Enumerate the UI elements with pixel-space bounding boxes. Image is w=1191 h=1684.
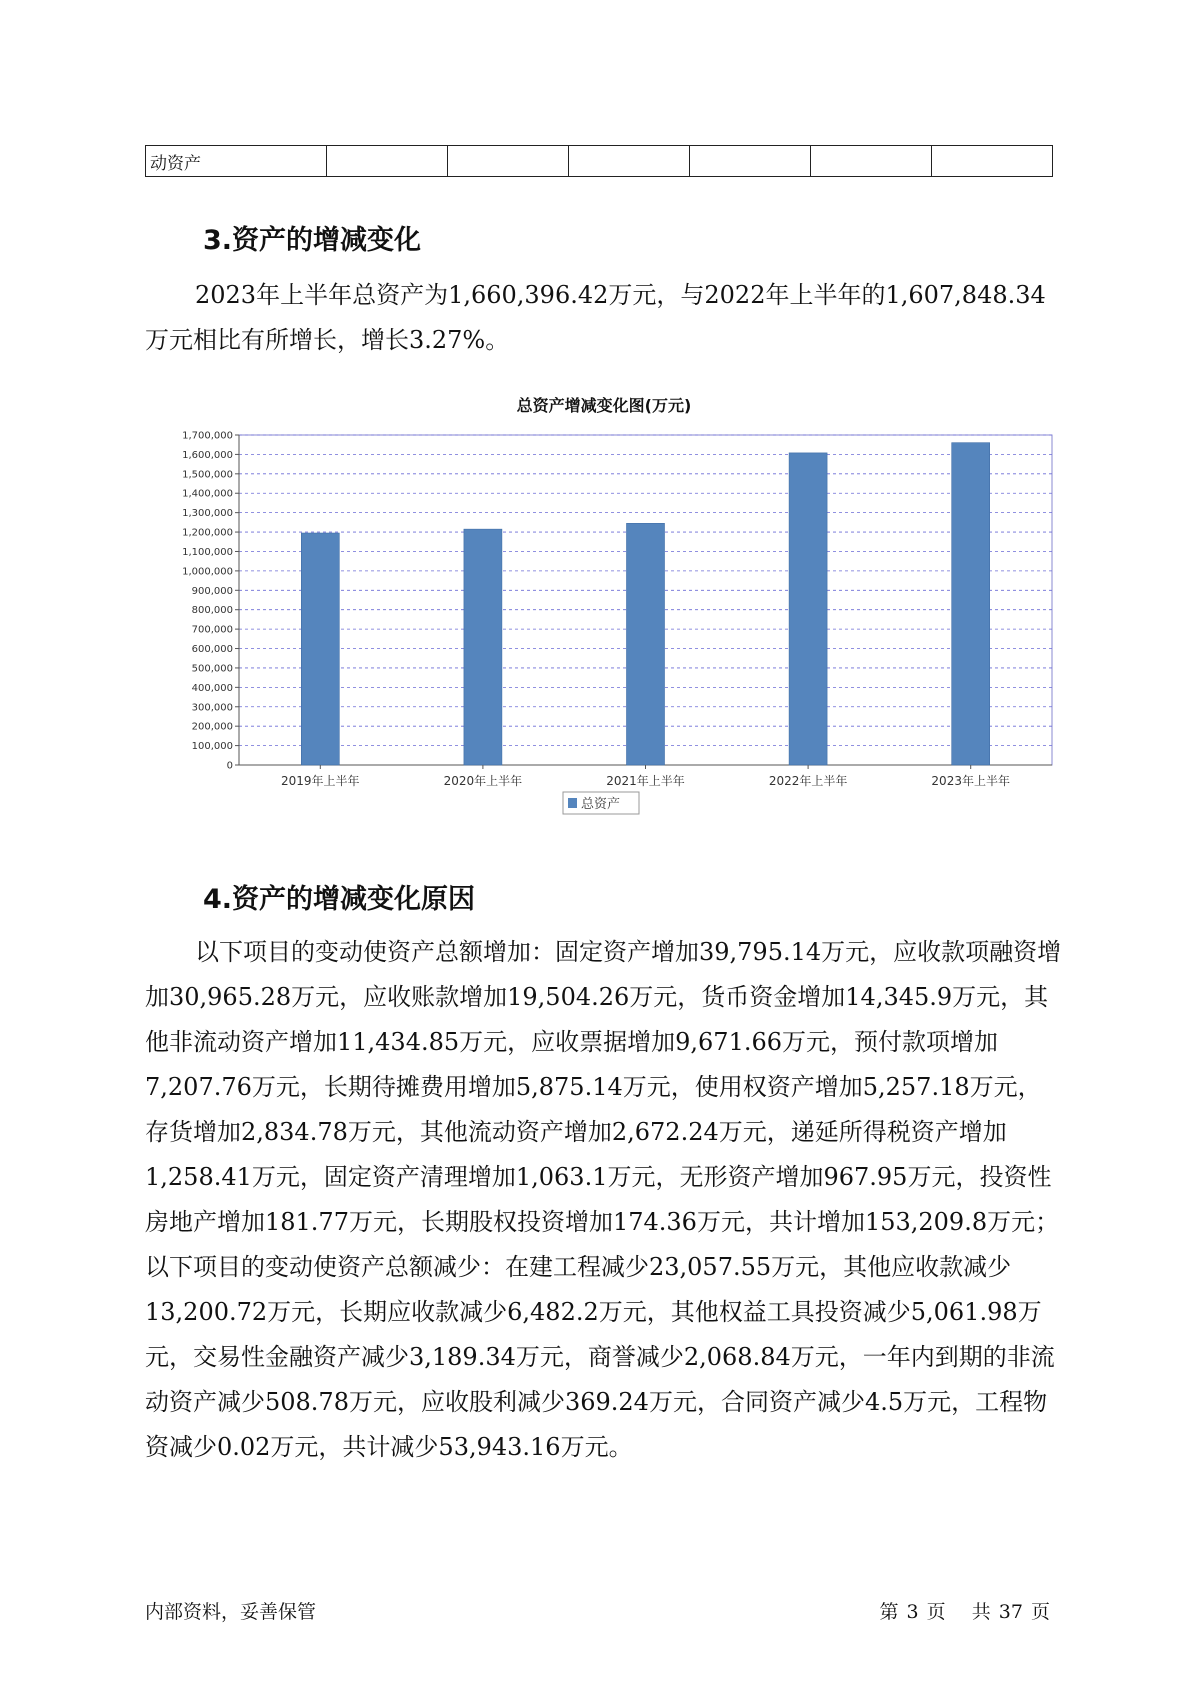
y-tick-label: 1,400,000 bbox=[182, 488, 233, 500]
chart-title: 总资产增减变化图(万元) bbox=[516, 396, 692, 415]
y-tick-label: 300,000 bbox=[191, 702, 233, 714]
total-num: 37 bbox=[998, 1601, 1023, 1623]
table-cell bbox=[569, 146, 690, 177]
table-cell: 动资产 bbox=[146, 146, 327, 177]
footer-page-number bbox=[876, 1597, 1054, 1624]
y-tick-label: 1,500,000 bbox=[182, 469, 233, 481]
page-num: 3 bbox=[906, 1601, 919, 1623]
table-cell bbox=[327, 146, 448, 177]
legend-swatch bbox=[568, 798, 577, 808]
section-3-heading: 3.资产的增减变化 bbox=[203, 225, 422, 256]
total-assets-bar-chart bbox=[145, 420, 1063, 840]
table-cell bbox=[690, 146, 811, 177]
bar bbox=[952, 443, 990, 765]
y-tick-label: 1,000,000 bbox=[182, 566, 233, 578]
assets-table-fragment bbox=[145, 145, 1053, 177]
bar bbox=[627, 523, 665, 765]
y-tick-label: 1,100,000 bbox=[182, 546, 233, 558]
table-row bbox=[146, 146, 1053, 177]
x-tick-label: 2022年上半年 bbox=[768, 774, 848, 788]
y-tick-label: 1,300,000 bbox=[182, 508, 233, 520]
y-tick-label: 400,000 bbox=[191, 682, 233, 694]
total-prefix: 共 bbox=[971, 1601, 991, 1623]
section-3-paragraph: 2023年上半年总资产为1,660,396.42万元，与2022年上半年的1,607,848.34万元相比有所增长，增长3.27%。 bbox=[145, 281, 1046, 354]
x-tick-label: 2021年上半年 bbox=[606, 774, 685, 788]
legend-label: 总资产 bbox=[581, 797, 621, 812]
section-4-heading: 4.资产的增减变化原因 bbox=[203, 884, 476, 915]
y-tick-label: 100,000 bbox=[191, 741, 233, 753]
y-tick-label: 1,700,000 bbox=[182, 430, 233, 442]
y-tick-label: 0 bbox=[226, 760, 233, 772]
y-tick-label: 1,200,000 bbox=[182, 527, 233, 539]
x-tick-label: 2019年上半年 bbox=[281, 774, 360, 788]
table-cell bbox=[932, 146, 1053, 177]
footer-confidential-note: 内部资料，妥善保管 bbox=[145, 1601, 317, 1623]
bar bbox=[301, 533, 339, 765]
y-tick-label: 1,600,000 bbox=[182, 449, 233, 461]
table-cell bbox=[448, 146, 569, 177]
x-tick-label: 2023年上半年 bbox=[931, 774, 1010, 788]
page-prefix: 第 bbox=[879, 1601, 899, 1623]
page-unit: 页 bbox=[926, 1601, 946, 1623]
y-tick-label: 700,000 bbox=[191, 624, 233, 636]
table-cell bbox=[811, 146, 932, 177]
y-tick-label: 500,000 bbox=[191, 663, 233, 675]
x-tick-label: 2020年上半年 bbox=[443, 774, 523, 788]
y-tick-label: 200,000 bbox=[191, 721, 233, 733]
y-tick-label: 800,000 bbox=[191, 605, 233, 617]
bar bbox=[464, 529, 502, 765]
section-4-paragraph: 以下项目的变动使资产总额增加：固定资产增加39,795.14万元，应收款项融资增加30,965.28万元，应收账款增加19,504.26万元，货币资金增加14,345.9万元，其他非流动资产增加11,434.85万元，应收票据增加9,671.66万元，预付款项增加7,207.76万元，长期待摊费用增加5,875.14万元，使用权资产增加5,257.18万元，存货增加2,834.78万元，其他流动资产增加2,672.24万元，递延所得税资产增加1,258.41万元，固定资产清理增加1,063.1万元，无形资产增加967.95万元，投资性房地产增加181.77万元，长期股权投资增加174.36万元，共计增加153,209.8万元；以下项目的变动使资产总额减少：在建工程减少23,057.55万元，其他应收款减少13,200.72万元，长期应收款减少6,482.2万元，其他权益工具投资减少5,061.98万元，交易性金融资产减少3,189.34万元，商誉减少2,068.84万元，一年内到期的非流动资产减少508.78万元，应收股利减少369.24万元，合同资产减少4.5万元，工程物资减少0.02万元，共计减少53,943.16万元。 bbox=[145, 938, 1062, 1461]
bar bbox=[789, 453, 827, 765]
y-tick-label: 600,000 bbox=[191, 644, 233, 656]
total-unit: 页 bbox=[1030, 1601, 1050, 1623]
y-tick-label: 900,000 bbox=[191, 585, 233, 597]
